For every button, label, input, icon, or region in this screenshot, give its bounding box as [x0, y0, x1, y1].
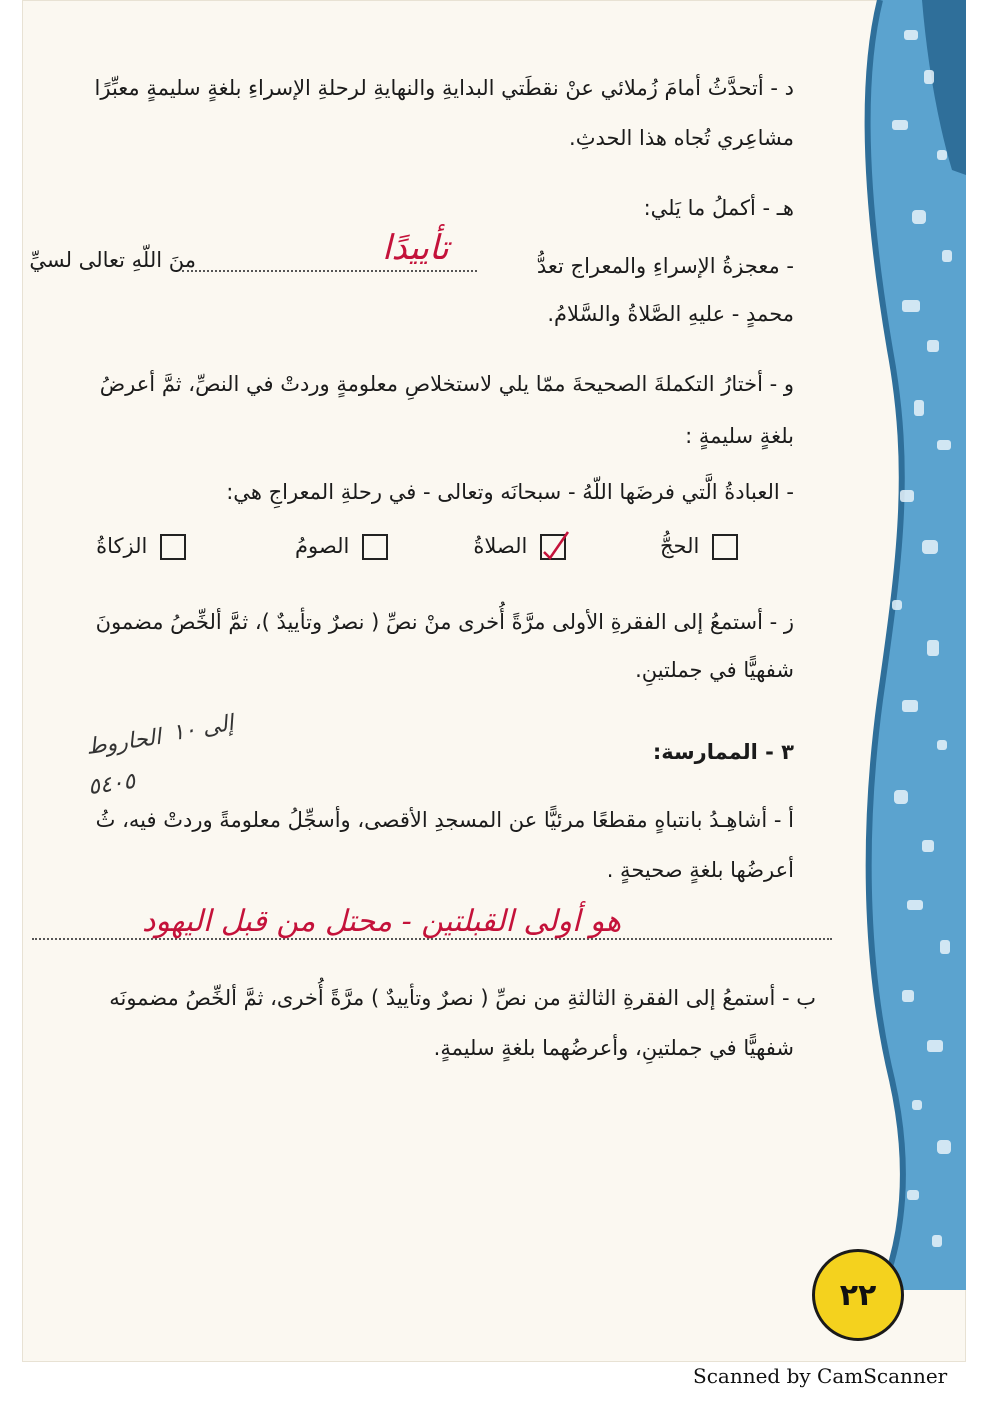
option-salah-label: الصلاةُ: [473, 534, 528, 558]
option-zakah-label: الزكاةُ: [96, 534, 148, 558]
page-number-badge: [812, 1249, 904, 1341]
item-h-sentence-start: - معجزةُ الإسراءِ والمعراج تعدُّ: [536, 254, 794, 278]
item-a-line2: أعرضُها بلغةٍ صحيحةٍ .: [606, 858, 794, 882]
option-sawm[interactable]: [295, 534, 388, 560]
workbook-page: [22, 0, 966, 1362]
option-hajj-label: الحجُّ: [659, 534, 700, 558]
checkbox-zakah[interactable]: [160, 534, 186, 560]
item-w-question: - العبادةُ الَّتي فرضَها اللّهُ - سبحانَه وتعالى - في رحلةِ المعراجِ هي:: [226, 480, 794, 504]
decorative-side-band: [22, 0, 966, 1362]
section-3-heading-text: ٣ - الممارسة:: [652, 740, 794, 764]
fill-blank-line[interactable]: [182, 270, 477, 272]
item-b-line1: ب - أستمعُ إلى الفقرةِ الثالثةِ من نصِّ ( نصرٌ وتأييدٌ ) مرَّةً أُخرى، ثمَّ ألخِّصُ مضمونَه: [109, 986, 816, 1010]
checkbox-salah[interactable]: [540, 534, 566, 560]
option-zakah[interactable]: [96, 534, 186, 560]
item-a-line1: أ - أشاهِـدُ بانتباهٍ مقطعًا مرئيًّا عن المسجدِ الأقصى، وأسجِّلُ معلومةً وردتْ فيه، ثُ: [95, 808, 794, 832]
section-3-heading: [653, 740, 794, 765]
item-z-line1: ز - أستمعُ إلى الفقرةِ الأولى مرَّةً أُخرى منْ نصِّ ( نصرٌ وتأييدٌ )، ثمَّ ألخِّصُ مضمونَ: [95, 610, 794, 634]
item-w-line1: و - أختارُ التكملةَ الصحيحةَ ممّا يلي لاستخلاصِ معلومةٍ وردتْ في النصِّ، ثمَّ أعرضُ: [99, 372, 794, 396]
pencil-note-2: إلى ١٠: [170, 710, 236, 747]
scanner-watermark: Scanned by CamScanner: [693, 1364, 948, 1388]
item-h-heading: هـ - أكملُ ما يَلي:: [643, 196, 794, 220]
item-h-line2: محمدٍ - عليهِ الصَّلاةُ والسَّلامُ.: [547, 302, 794, 326]
pencil-note-3: ٥٤٠٥: [86, 768, 137, 801]
item-b-line2: شفهيًّا في جملتينِ، وأعرضُهما بلغةٍ سليمةٍ.: [433, 1036, 794, 1060]
checkbox-sawm[interactable]: [362, 534, 388, 560]
item-h-sentence-end: منَ اللّهِ تعالى لسيِّ: [29, 248, 196, 272]
option-sawm-label: الصومُ: [295, 534, 350, 558]
handwritten-answer-h: تأييدًا: [382, 228, 449, 268]
pencil-note-1: الحاروط: [84, 724, 163, 761]
item-d-line2: مشاعِري تُجاه هذا الحدثِ.: [569, 126, 794, 150]
option-salah[interactable]: [473, 534, 566, 560]
item-z-line2: شفهيًّا في جملتينِ.: [635, 658, 794, 682]
checkmark-icon: [540, 530, 570, 560]
item-w-line2: بلغةٍ سليمةٍ :: [685, 424, 794, 448]
handwritten-answer-a: هو أولى القبلتين - محتل من قبل اليهود: [142, 904, 622, 939]
checkbox-hajj[interactable]: [712, 534, 738, 560]
page-number: ٢٢: [839, 1277, 877, 1313]
item-d-line1: د - أتحدَّثُ أمامَ زُملائي عنْ نقطَتي البدايةِ والنهايةِ لرحلةِ الإسراءِ بلغةٍ سليمةٍ معبِّرًا: [94, 76, 794, 100]
option-hajj[interactable]: [660, 534, 738, 560]
